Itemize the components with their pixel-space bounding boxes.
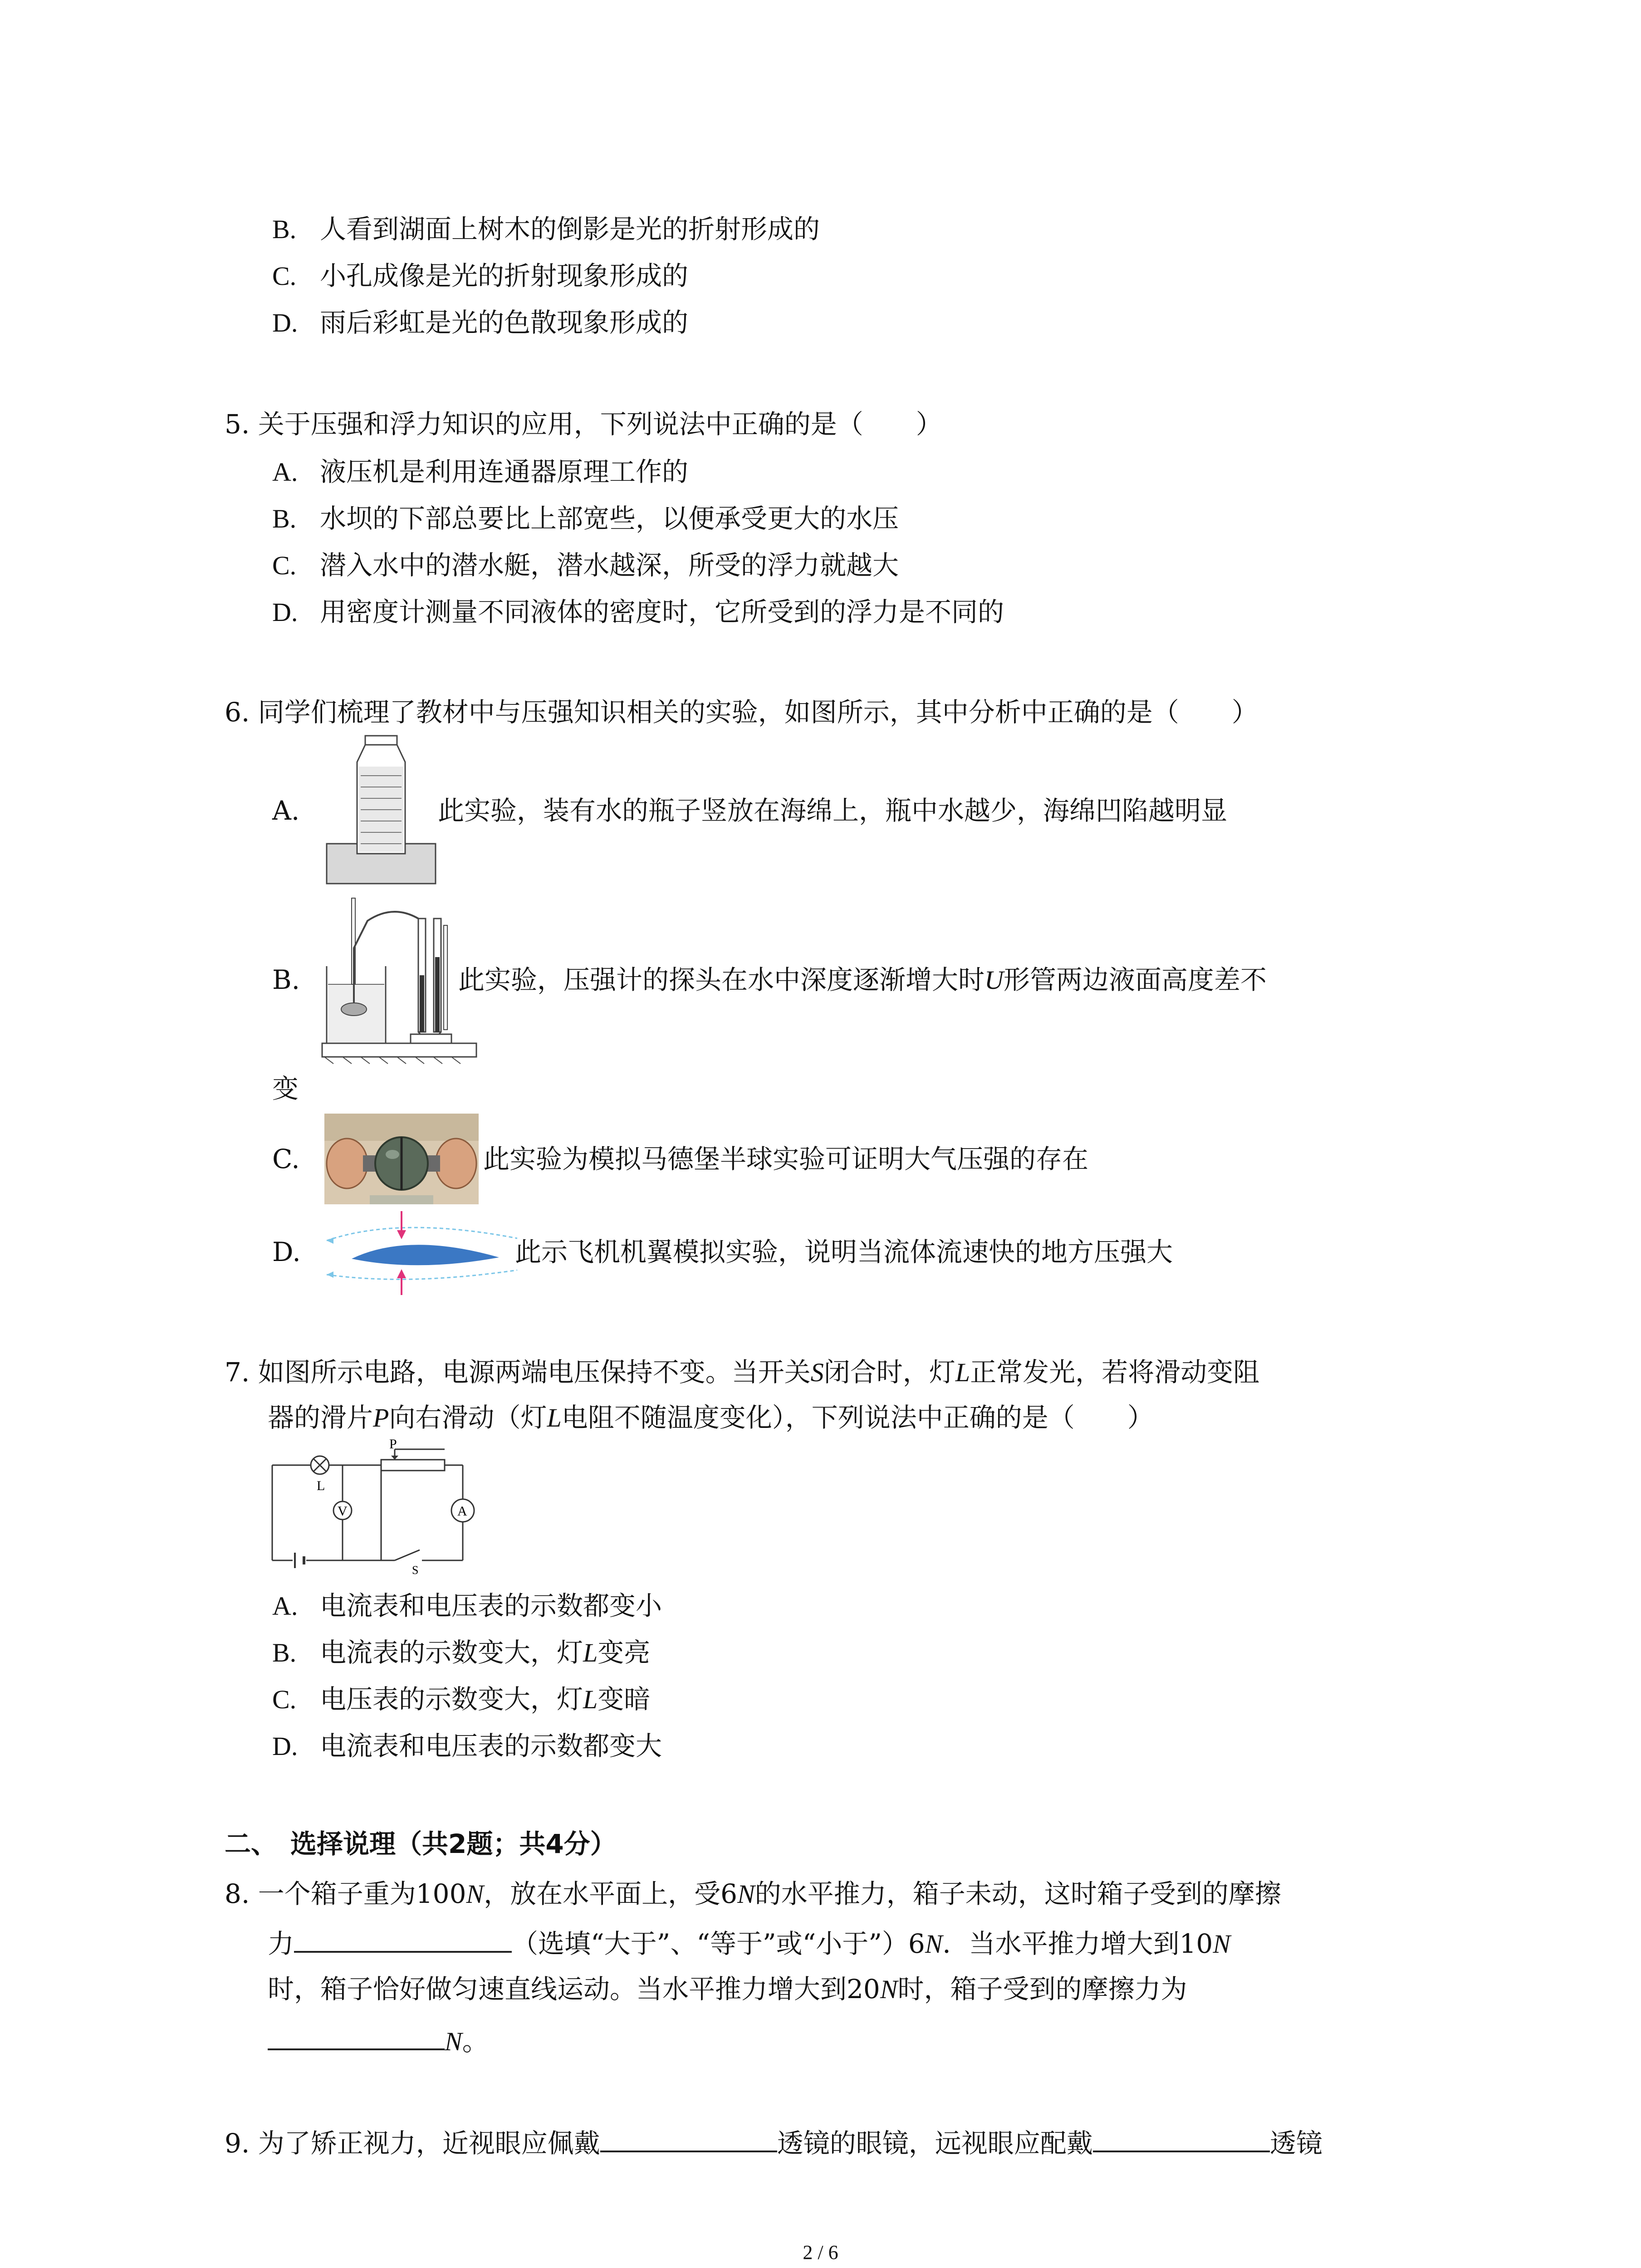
- q4-option-c: C. 小孔成像是光的折射现象形成的: [272, 260, 689, 291]
- q4-option-d: D. 雨后彩虹是光的色散现象形成的: [272, 307, 689, 338]
- airfoil-flow-figure: [318, 1207, 522, 1297]
- ammeter-label: A: [457, 1504, 467, 1519]
- voltmeter-label: V: [338, 1504, 348, 1519]
- q7-option-a: A. 电流表和电压表的示数都变小: [272, 1590, 662, 1621]
- q8-line1: 8. 一个箱子重为100N，放在水平面上，受6N的水平推力，箱子未动，这时箱子受到的摩擦: [225, 1878, 1281, 1909]
- slider-label: P: [389, 1437, 397, 1452]
- q7-option-c: C. 电压表的示数变大，灯L变暗: [272, 1684, 651, 1715]
- q6-option-d-text: 此示飞机机翼模拟实验，说明当流体流速快的地方压强大: [515, 1237, 1173, 1267]
- page-number: 2 / 6: [803, 2241, 838, 2263]
- q6-option-d-letter: D.: [272, 1237, 301, 1267]
- q6-option-b-wrap: 变: [272, 1073, 299, 1104]
- q6-option-c-letter: C.: [272, 1144, 300, 1174]
- q4-option-b: B. 人看到湖面上树木的倒影是光的折射形成的: [272, 214, 820, 244]
- q7-stem-line1: 7. 如图所示电路，电源两端电压保持不变。当开关S闭合时，灯L正常发光，若将滑动变阻: [225, 1357, 1260, 1388]
- q7-option-d: D. 电流表和电压表的示数都变大: [272, 1730, 662, 1761]
- q9-line: 9. 为了矫正视力，近视眼应佩戴 透镜的眼镜，远视眼应配戴 透镜: [225, 2125, 1323, 2159]
- q6-option-a-letter: A.: [272, 795, 300, 826]
- q6-option-a-text: 此实验，装有水的瓶子竖放在海绵上，瓶中水越少，海绵凹陷越明显: [438, 795, 1228, 826]
- q8-line3: 时，箱子恰好做匀速直线运动。当水平推力增大到20N时，箱子受到的摩擦力为: [268, 1974, 1187, 2004]
- q6-stem: 6. 同学们梳理了教材中与压强知识相关的实验，如图所示，其中分析中正确的是（ ）: [225, 697, 1258, 728]
- section-2-title: 二、 选择说理（共2题；共4分）: [225, 1828, 617, 1859]
- q5-stem: 5. 关于压强和浮力知识的应用，下列说法中正确的是（ ）: [225, 409, 942, 440]
- q7-option-b: B. 电流表的示数变大，灯L变亮: [272, 1637, 651, 1668]
- magdeburg-hemispheres-photo: [324, 1114, 479, 1204]
- q8-answer-blank-2[interactable]: [268, 2023, 445, 2050]
- q8-line2: 力 （选填“大于”、“等于”或“小于”）6N．当水平推力增大到10N: [268, 1926, 1230, 1960]
- q5-option-c: C. 潜入水中的潜水艇，潜水越深，所受的浮力就越大: [272, 550, 899, 581]
- pressure-gauge-figure: [318, 894, 481, 1066]
- q6-option-b-text: 此实验，压强计的探头在水中深度逐渐增大时U形管两边液面高度差不: [458, 964, 1267, 995]
- q5-option-a: A. 液压机是利用连通器原理工作的: [272, 456, 689, 487]
- q7-stem-line2: 器的滑片P向右滑动（灯L电阻不随温度变化），下列说法中正确的是（ ）: [268, 1402, 1154, 1433]
- q9-answer-blank-1[interactable]: [600, 2125, 777, 2152]
- bottle-on-sponge-figure: [324, 735, 438, 885]
- lamp-label: L: [317, 1478, 325, 1493]
- q6-option-b-letter: B.: [272, 964, 300, 995]
- q6-option-c-text: 此实验为模拟马德堡半球实验可证明大气压强的存在: [483, 1144, 1089, 1174]
- q9-answer-blank-2[interactable]: [1093, 2125, 1270, 2152]
- q5-option-d: D. 用密度计测量不同液体的密度时，它所受到的浮力是不同的: [272, 596, 1004, 627]
- q8-line4: N。: [268, 2023, 489, 2058]
- q5-option-b: B. 水坝的下部总要比上部宽些，以便承受更大的水压: [272, 503, 899, 534]
- q8-answer-blank-1[interactable]: [294, 1926, 512, 1953]
- switch-label: S: [412, 1564, 419, 1577]
- circuit-diagram: [268, 1437, 485, 1577]
